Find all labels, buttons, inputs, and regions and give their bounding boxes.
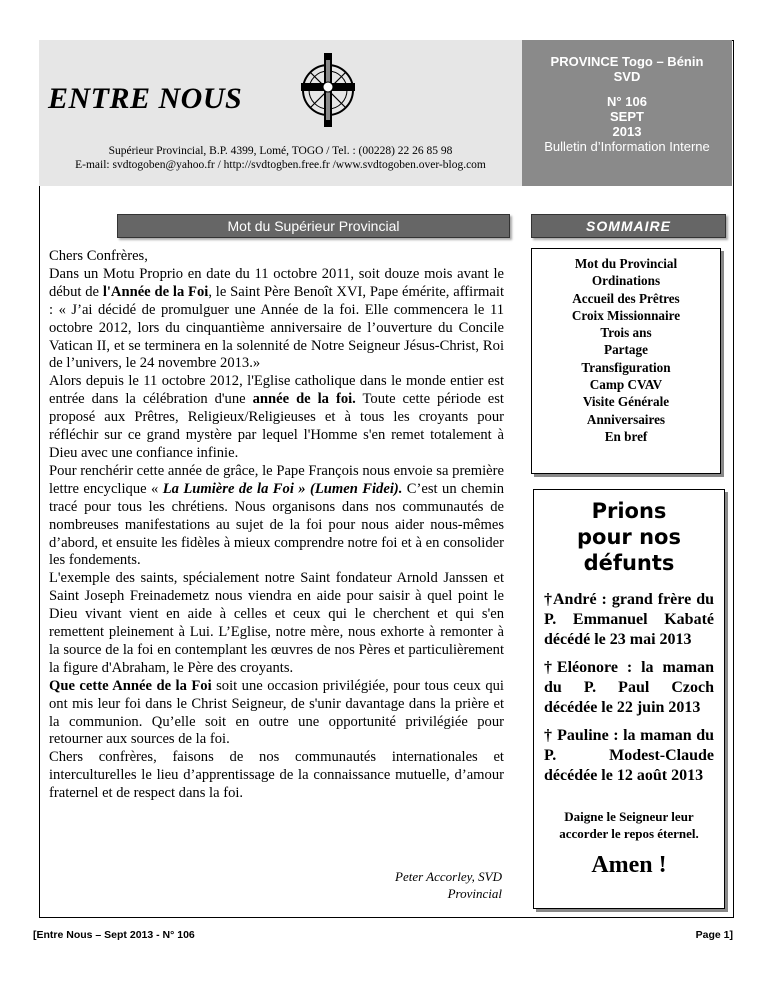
bulletin-label: Bulletin d’Information Interne bbox=[544, 139, 710, 154]
paragraph: Dans un Motu Proprio en date du 11 octobre 2011, soit douze mois avant le début de l'Année de la Foi, le Saint Père Benoît XVI, Pape émérite, affirmait : « J’ai décidé de promulguer une Année de la foi. Elle commencera le 11 octobre 2012, lors du cinquantième anniversaire de l’ouverture du Concile Vatican II, et se terminera en la solennité de Notre Seigneur Jésus-Christ, Roi de l’univers, le 24 novembre 2013.» bbox=[49, 265, 505, 372]
prayer-text: Daigne le Seigneur leur accorder le repos éternel. bbox=[559, 809, 699, 841]
sommaire-box bbox=[531, 248, 721, 474]
sommaire-item[interactable]: En bref bbox=[604, 428, 648, 444]
issue-year: 2013 bbox=[612, 124, 642, 139]
paragraph: L'exemple des saints, spécialement notre Saint fondateur Arnold Janssen et Saint Joseph Freinademetz nous viendra en aide pour saisir à quel point le Dieu vivant vient en aide à celles et ceux qui le cherchent et qui s'en remettent pleinement à Lui. L’Eglise, notre mère, nous exhorte à remonter à la source de la foi en contemplant les œuvres de nos Pères et particulièrement la figure d'Abraham, le Père des croyants. bbox=[49, 570, 504, 676]
province-line1: PROVINCE Togo – Bénin bbox=[550, 54, 704, 69]
defunt-entry: †Eléonore : la maman du P. Paul Czoch décédée le 22 juin 2013 bbox=[544, 659, 714, 716]
email-web-line: E-mail: svdtogoben@yahoo.fr / http://svdtogben.free.fr /www.svdtogoben.over-blog.com bbox=[75, 159, 486, 171]
sommaire-item[interactable]: Visite Générale bbox=[582, 394, 670, 410]
sommaire-item[interactable]: Croix Missionnaire bbox=[571, 307, 681, 323]
sommaire-item[interactable]: Mot du Provincial bbox=[574, 256, 678, 271]
address-line: Supérieur Provincial, B.P. 4399, Lomé, TOGO / Tel. : (00228) 22 26 85 98 bbox=[108, 145, 453, 157]
sommaire-item[interactable]: Trois ans bbox=[600, 325, 652, 341]
sommaire-item[interactable]: Partage bbox=[604, 342, 648, 358]
issue-number: N° 106 bbox=[607, 94, 647, 109]
province-line2: SVD bbox=[613, 69, 641, 84]
signature-title: Provincial bbox=[447, 886, 502, 901]
sommaire-item[interactable]: Accueil des Prêtres bbox=[572, 290, 680, 306]
amen-text: Amen ! bbox=[591, 852, 667, 878]
section-banner-sommaire: SOMMAIRE bbox=[531, 214, 726, 238]
footer-page: Page 1] bbox=[695, 929, 733, 941]
newsletter-title: ENTRE NOUS bbox=[48, 82, 243, 115]
svd-cross-logo-icon bbox=[298, 50, 358, 130]
signature bbox=[280, 868, 502, 902]
issue-box bbox=[522, 40, 732, 186]
defunt-entry: † Pauline : la maman du P. Modest-Claude décédée le 12 août 2013 bbox=[544, 727, 714, 784]
section-banner-main: Mot du Supérieur Provincial bbox=[117, 214, 510, 238]
greeting: Chers Confrères, bbox=[49, 248, 148, 264]
signature-name: Peter Accorley, SVD bbox=[395, 869, 502, 884]
defunts-box bbox=[533, 489, 725, 909]
defunts-title-line2: pour nos défunts bbox=[577, 525, 681, 575]
paragraph: Pour renchérir cette année de grâce, le Pape François nous envoie sa première lettre encyclique « La Lumière de la Foi » (Lumen Fidei). C’est un chemin tracé pour tous les chrétiens. Nous organisons dans nos communautés de nombreuses manifestations au sujet de la foi pour nous aider nous-mêmes d’abord, et ensuite les fidèles à mieux comprendre notre foi et à en consolider les fondements. bbox=[49, 462, 504, 569]
sommaire-item[interactable]: Anniversaires bbox=[586, 411, 666, 427]
sommaire-item[interactable]: Camp CVAV bbox=[589, 377, 663, 393]
defunts-title-line1: Prions bbox=[591, 499, 667, 523]
issue-month: SEPT bbox=[610, 109, 644, 124]
defunt-entry: †André : grand frère du P. Emmanuel Kabaté décédé le 23 mai 2013 bbox=[544, 591, 714, 648]
sommaire-item[interactable]: Ordinations bbox=[591, 273, 661, 289]
footer-issue: [Entre Nous – Sept 2013 - N° 106 bbox=[33, 929, 195, 941]
paragraph: Chers confrères, faisons de nos communautés internationales et interculturelles le lieu d’apprentissage de la connaissance mutuelle, d’amour fraternel et de respect dans la foi. bbox=[49, 749, 504, 802]
masthead-contact bbox=[39, 144, 522, 172]
paragraph: Que cette Année de la Foi soit une occasion privilégiée, pour tous ceux qui ont mis leur foi dans le Christ Seigneur, de s'unir davantage dans la prière et la communion. Qu’elle soit en outre une opportunité privilégiée pour retourner aux sources de la foi. bbox=[49, 677, 504, 748]
sommaire-item[interactable]: Transfiguration bbox=[581, 359, 671, 375]
paragraph: Alors depuis le 11 octobre 2012, l'Eglise catholique dans le monde entier est entrée dans la célébration d'une année de la foi. Toute cette période est proposé aux Prêtres, Religieux/Religieuses et à tous les croyants pour réfléchir sur ce grand mystère par lequel l'Homme s'en remet totalement à Dieu avec une confiance infinie. bbox=[49, 373, 504, 461]
article-body bbox=[49, 248, 504, 803]
